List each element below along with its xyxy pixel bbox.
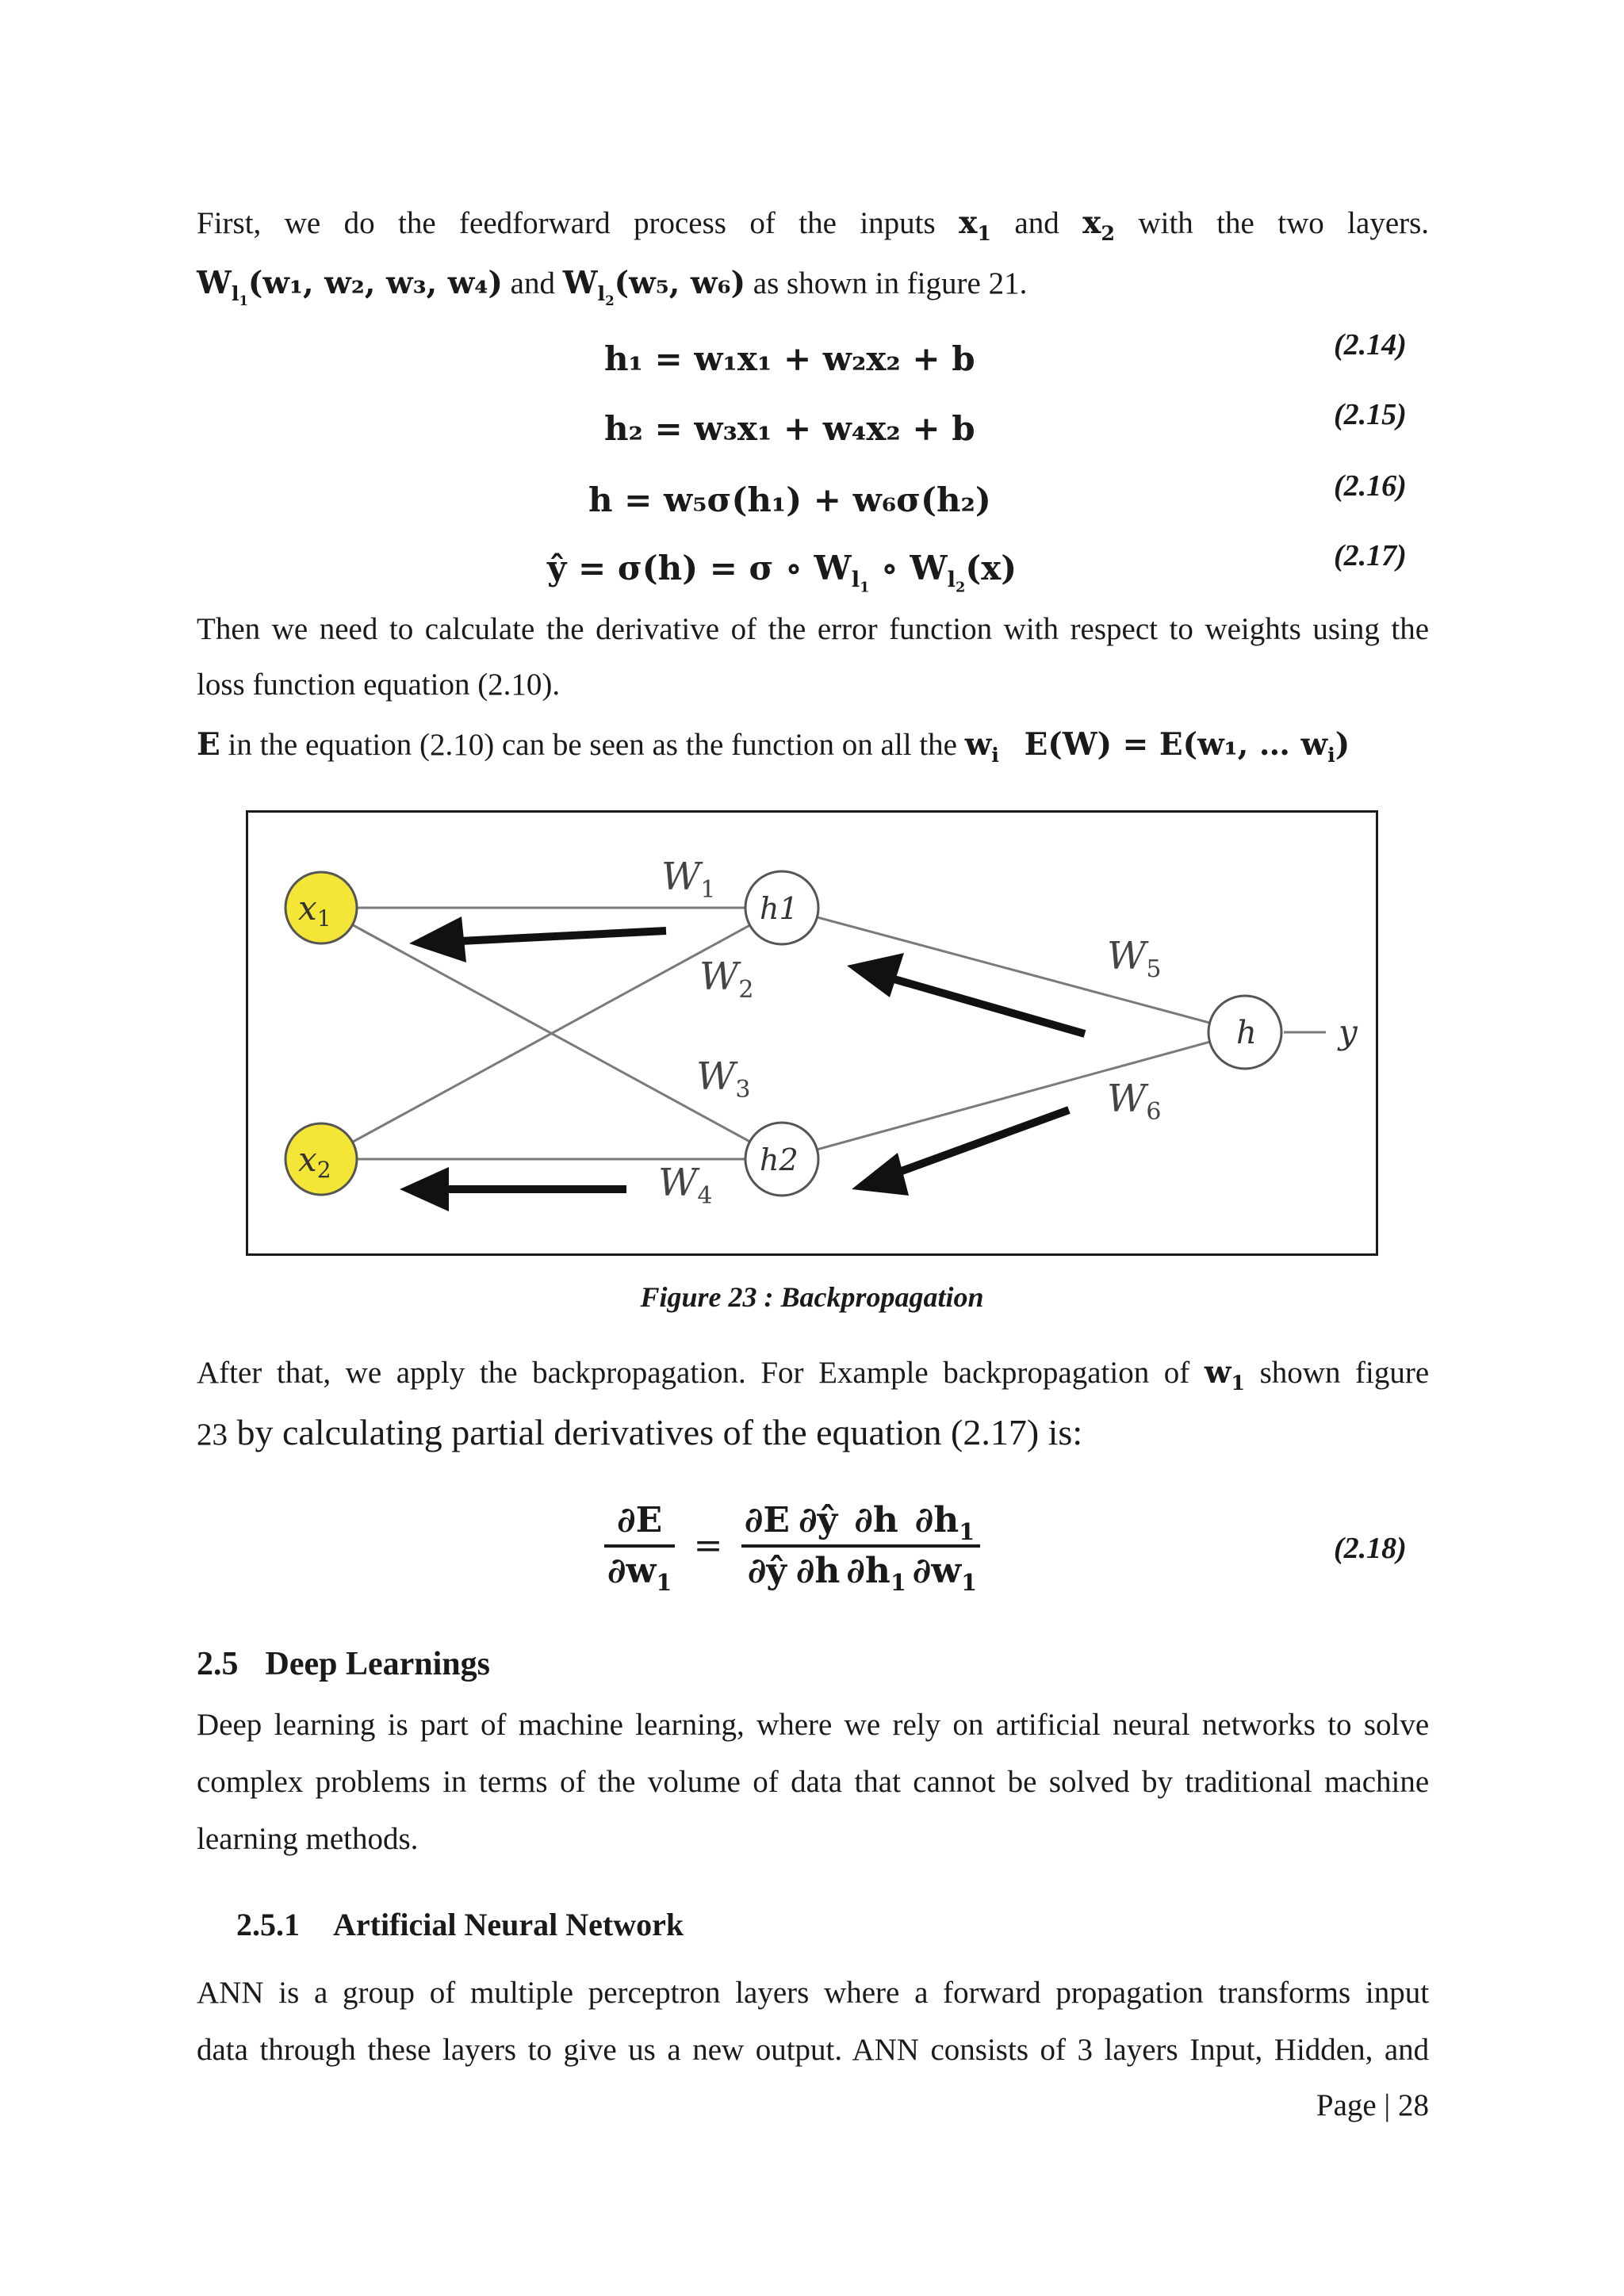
page-number: Page | 28 — [1316, 2088, 1429, 2122]
para2-line3: E in the equation (2.10) can be seen as the function on all the $w_i$ E(W) = E(w₁, … $w_i$) — [197, 726, 1350, 767]
equation-2-16: h = w₅σ(h₁) + w₆σ(h₂) — [588, 480, 991, 519]
equation-2-17: ŷ = σ(h) = σ ∘ $W_{l_1}$ ∘ $W_{l_2}(x)$ — [547, 549, 1017, 596]
label-w6: $W_6$ — [1107, 1077, 1162, 1126]
label-x2: x2 — [298, 1140, 331, 1183]
label-y: y — [1339, 1012, 1358, 1051]
para1-line1: First, we do the feedforward process of the inputs $x_1$ and $x_2$ with the two layers. — [197, 205, 1430, 245]
label-h2: h2 — [760, 1142, 799, 1177]
label-w2: $W_2$ — [699, 955, 754, 1004]
label-h: h — [1236, 1015, 1257, 1051]
figure-caption: Figure 23 : Backpropagation — [640, 1281, 984, 1313]
para4-line1: Deep learning is part of machine learning, where we rely on artificial neural networks to solve — [197, 1708, 1430, 1742]
equation-number: (2.15) — [1334, 398, 1407, 431]
backpropagation-figure — [246, 810, 1378, 1256]
math-x1: $x_1$ — [959, 205, 992, 245]
network-diagram — [246, 810, 1378, 1256]
math-x2: $x_2$ — [1082, 205, 1116, 245]
label-w1: $W_1$ — [661, 855, 716, 904]
label-w3: $W_3$ — [696, 1054, 751, 1104]
para3-line2: 23 by calculating partial derivatives of the equation (2.17) is: — [197, 1412, 1083, 1452]
para3-line1: After that, we apply the backpropagation. For Example backpropagation of $w_1$ shown figure — [197, 1354, 1430, 1395]
para2-line2: loss function equation (2.10). — [197, 668, 561, 702]
para2-line1: Then we need to calculate the derivative of the error function with respect to weights using the — [197, 612, 1430, 646]
subsection-heading: 2.5.1 Artificial Neural Network — [236, 1907, 684, 1942]
equation-2-15: h₂ = w₃x₁ + w₄x₂ + b — [604, 409, 975, 448]
equation-2-18: $\frac{\partial E}{\partial w_1}$ = $\frac{\partial E}{\partial ŷ}$ $\frac{\partial ŷ}{\partial h}$ $\frac{\partial h}{\partial h_1}$ $\frac{\partial h_1}{\partial w_1}$ — [604, 1503, 980, 1589]
equation-2-14: h₁ = w₁x₁ + w₂x₂ + b — [604, 339, 975, 378]
equation-number: (2.16) — [1334, 469, 1407, 503]
label-w4: $W_4$ — [658, 1161, 713, 1210]
para5-line1: ANN is a group of multiple perceptron layers where a forward propagation transforms input — [197, 1976, 1430, 2010]
para4-line3: learning methods. — [197, 1822, 419, 1856]
para4-line2: complex problems in terms of the volume of data that cannot be solved by traditional machine — [197, 1765, 1430, 1799]
equation-number: (2.17) — [1334, 539, 1407, 572]
label-w5: $W_5$ — [1107, 934, 1162, 983]
section-heading: 2.5 Deep Learnings — [197, 1646, 490, 1682]
para5-line2: data through these layers to give us a new output. ANN consists of 3 layers Input, Hidden, and — [197, 2033, 1430, 2067]
para1-line2: $W_{l_1}(w_1$, w₂, w₃, w₄) and $W_{l_2}(w_5$, w₆) as shown in figure 21. — [197, 265, 1028, 308]
equation-number: (2.14) — [1334, 328, 1407, 362]
label-x1: x1 — [298, 889, 331, 932]
equation-number: (2.18) — [1334, 1532, 1407, 1565]
label-h1: h1 — [760, 891, 799, 926]
